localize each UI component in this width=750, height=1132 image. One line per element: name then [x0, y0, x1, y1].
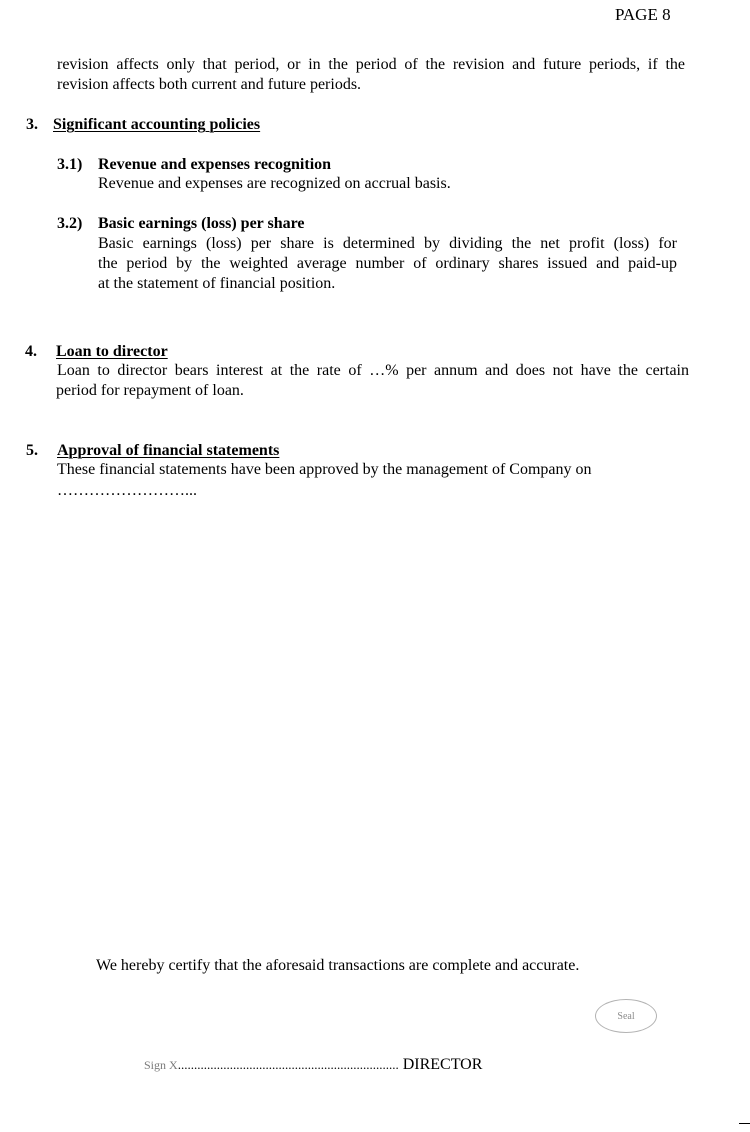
- section-3-title: Significant accounting policies: [53, 116, 261, 133]
- seal-label: Seal: [617, 1010, 635, 1022]
- subsection-3-1-number: 3.1): [57, 156, 83, 173]
- certification-statement: We hereby certify that the aforesaid transactions are complete and accurate.: [96, 957, 580, 974]
- section-4-line-2: period for repayment of loan.: [56, 382, 244, 399]
- company-seal-placeholder: [595, 999, 657, 1033]
- intro-line-2: revision affects both current and future periods.: [57, 76, 362, 93]
- section-5-line-1: These financial statements have been approved by the management of Company on: [57, 461, 592, 478]
- section-5-date-placeholder: ……………………...: [57, 482, 197, 499]
- section-4-line-1: Loan to director bears interest at the rate of …% per annum and does not have the certain: [57, 362, 689, 379]
- section-4-number: 4.: [25, 343, 37, 360]
- subsection-3-2-title: Basic earnings (loss) per share: [98, 215, 305, 232]
- subsection-3-2-line-2: the period by the weighted average number of ordinary shares issued and paid-up: [98, 255, 677, 272]
- intro-line-1: revision affects only that period, or in the period of the revision and future periods, if the: [57, 56, 685, 73]
- subsection-3-2-line-3: at the statement of financial position.: [98, 275, 336, 292]
- subsection-3-1-body: Revenue and expenses are recognized on accrual basis.: [98, 175, 451, 192]
- signature-role: DIRECTOR: [402, 1056, 483, 1073]
- subsection-3-2-number: 3.2): [57, 215, 83, 232]
- subsection-3-1-title: Revenue and expenses recognition: [98, 156, 332, 173]
- signature-dots: ....................................................................: [177, 1057, 399, 1072]
- signature-line: [144, 1055, 482, 1075]
- page-number: PAGE 8: [615, 5, 671, 24]
- subsection-3-2-line-1: Basic earnings (loss) per share is determined by dividing the net profit (loss) for: [98, 235, 677, 252]
- section-4-title: Loan to director: [56, 343, 168, 360]
- signature-prefix: Sign X: [144, 1058, 178, 1072]
- section-3-number: 3.: [26, 116, 38, 133]
- section-5-title: Approval of financial statements: [57, 442, 280, 459]
- section-5-number: 5.: [26, 442, 38, 459]
- page-corner-mark: [739, 1123, 750, 1124]
